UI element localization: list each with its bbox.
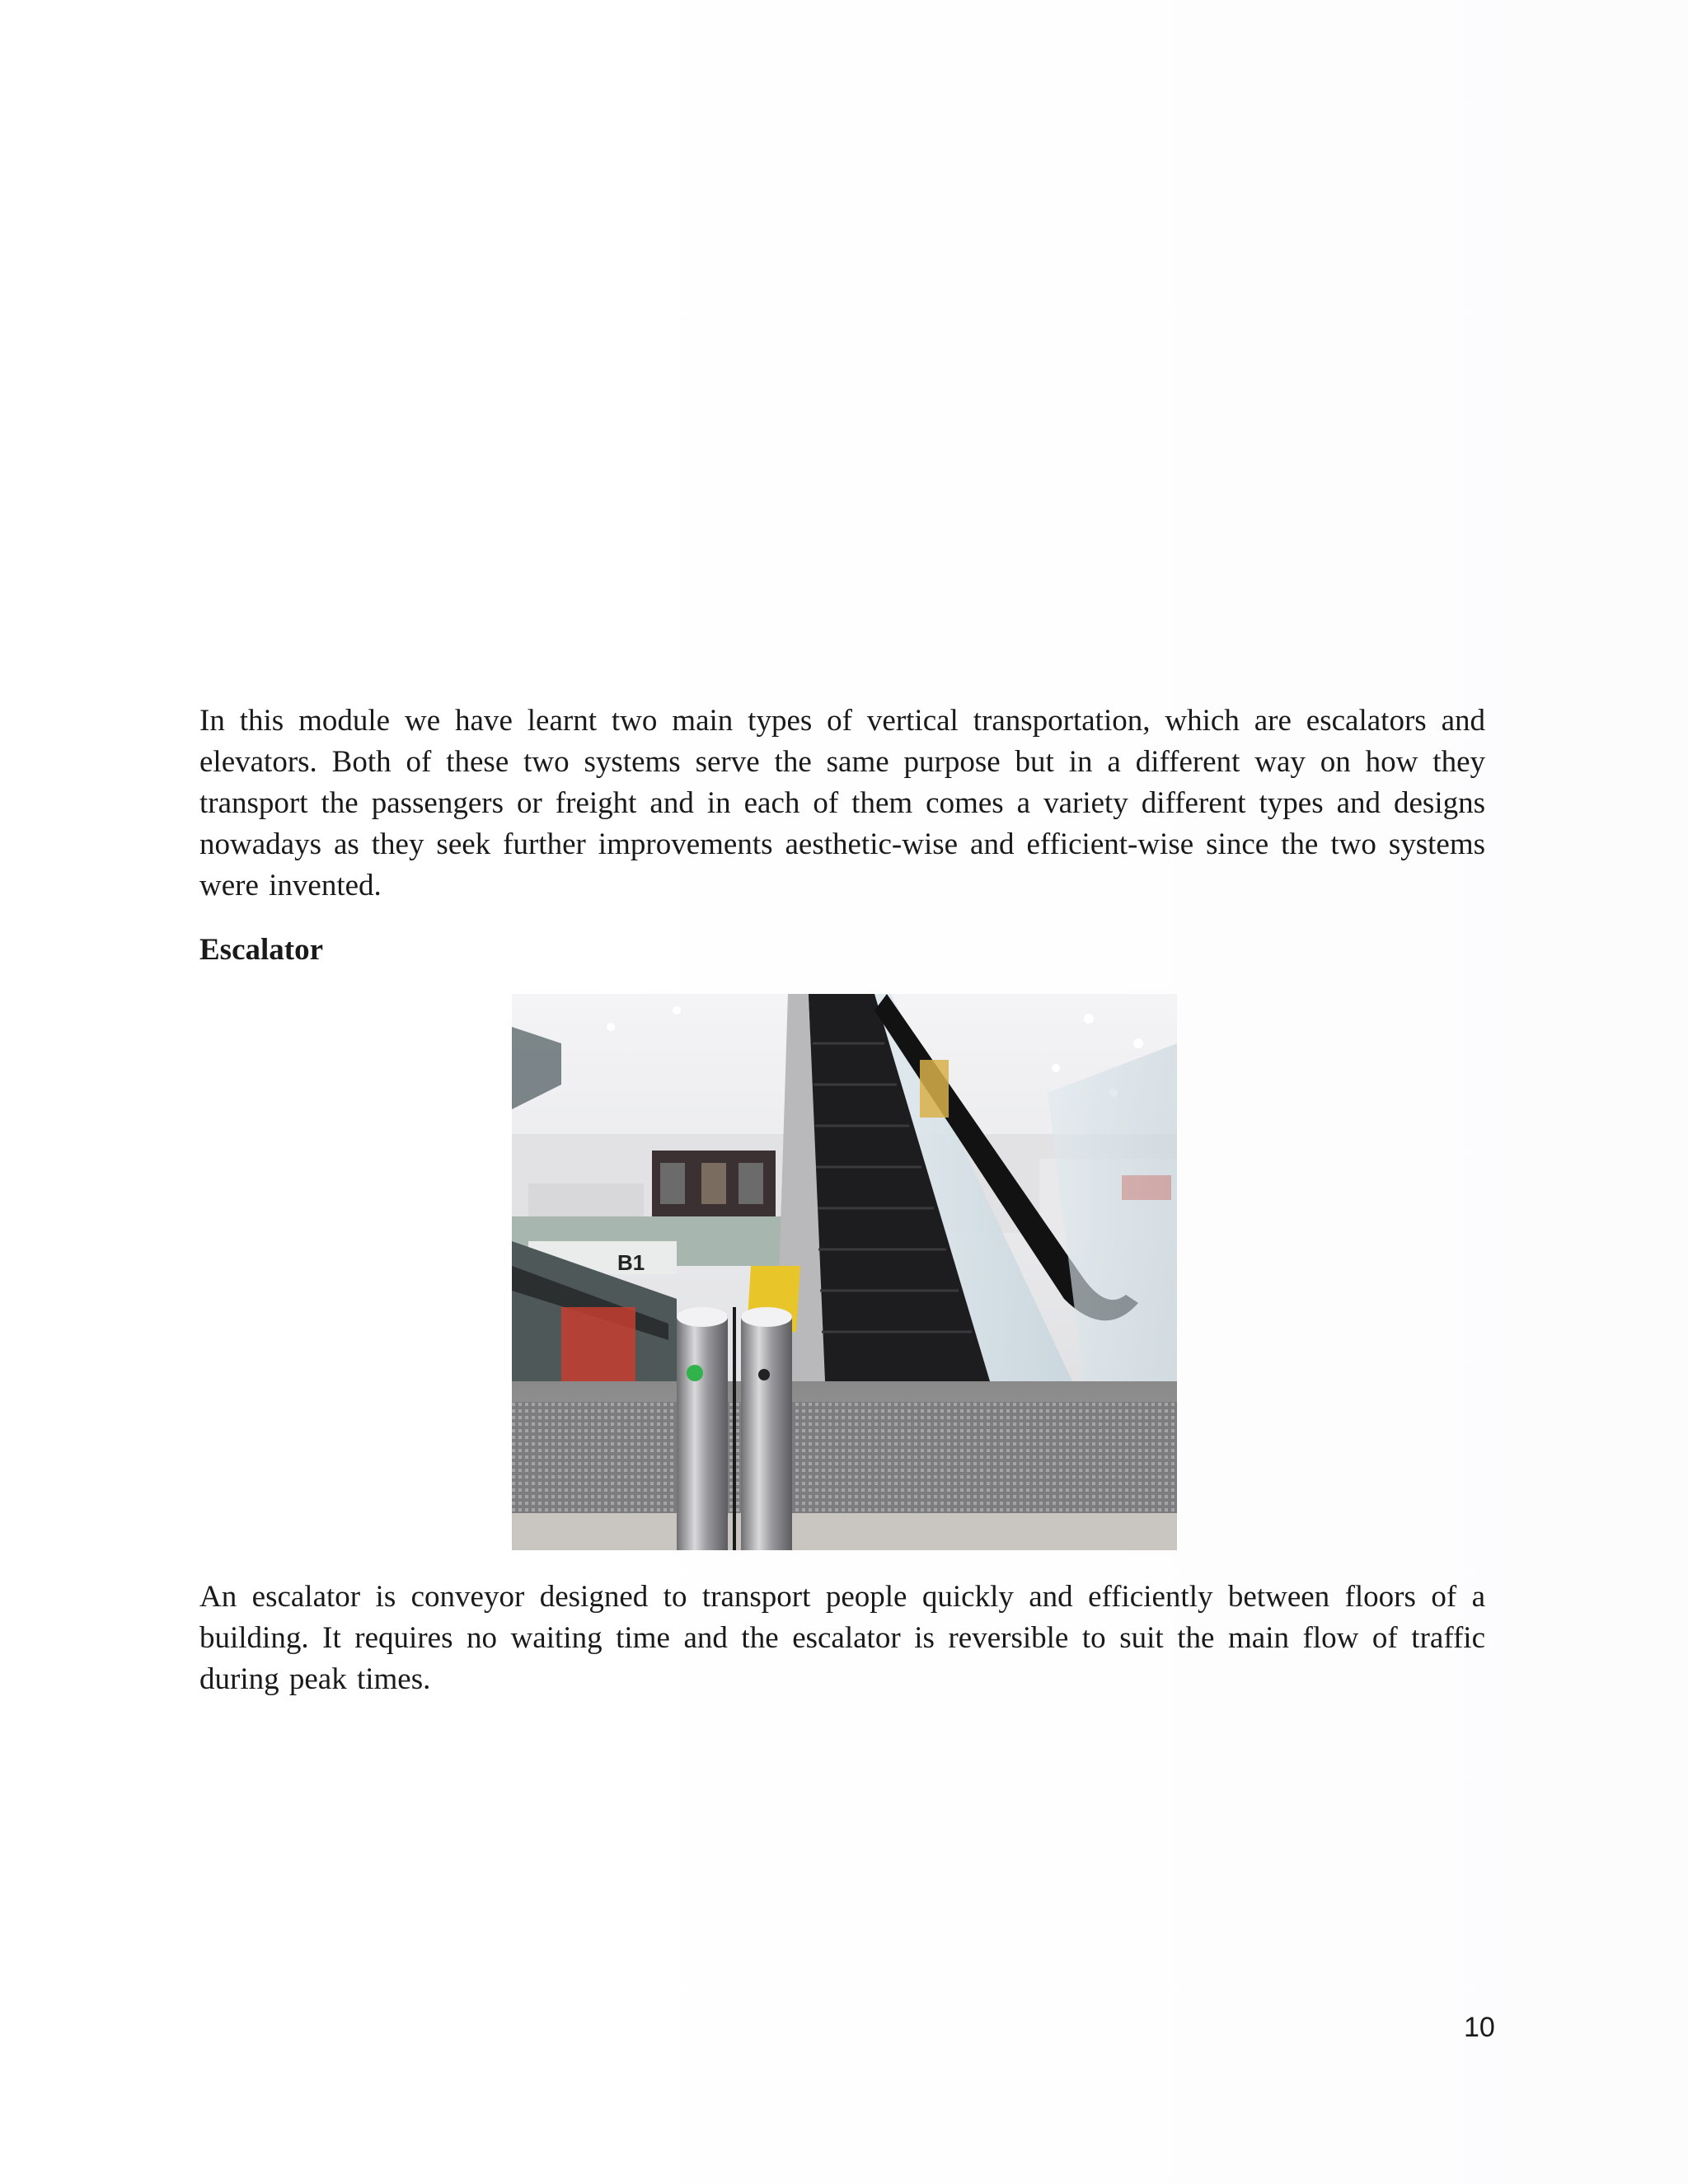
intro-paragraph: In this module we have learnt two main types of vertical transportation, which are escalators and elevators. Both of these two systems serve the same purpose but in a different way on how they transport the passengers or freight and in each of them comes a variety different types and designs nowadays as they seek further improvements aesthetic-wise and efficient-wise since the two systems were invented. bbox=[199, 704, 1485, 902]
escalator-paragraph: An escalator is conveyor designed to transport people quickly and efficiently between floors of a building. It requires no waiting time and the escalator is reversible to suit the main flow of traffic during peak times. bbox=[199, 1580, 1485, 1696]
page-number: 10 bbox=[1464, 2012, 1495, 2043]
section-heading: Escalator bbox=[199, 933, 324, 967]
escalator-photo bbox=[512, 994, 1177, 1550]
floor-grate bbox=[512, 1402, 1177, 1517]
floor-sign: B1 bbox=[617, 1250, 645, 1275]
bollard-right bbox=[741, 1315, 792, 1550]
green-arrow-indicator bbox=[687, 1365, 703, 1381]
bollard-left bbox=[677, 1315, 728, 1550]
